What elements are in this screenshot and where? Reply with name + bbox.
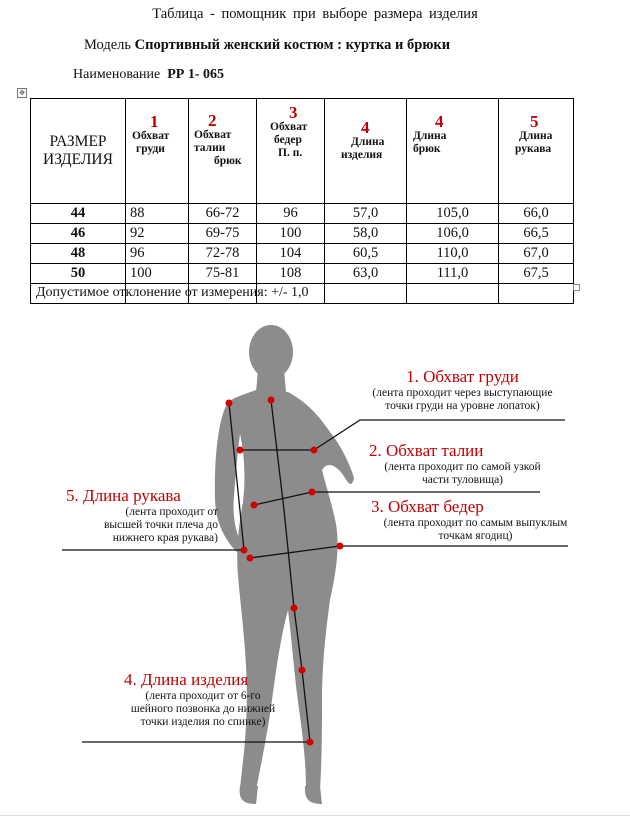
column-label-line: рукава bbox=[515, 143, 552, 155]
column-header-trousers bbox=[407, 99, 499, 204]
column-label-line: бедер bbox=[274, 134, 302, 146]
column-label-line: брюк bbox=[214, 155, 242, 167]
value-cell: 60,5 bbox=[325, 244, 407, 264]
woman-silhouette bbox=[215, 325, 354, 804]
value-cell: 66-72 bbox=[189, 204, 257, 224]
column-label-line: Обхват bbox=[132, 130, 170, 142]
column-header-chest bbox=[126, 99, 189, 204]
annotation-length bbox=[118, 670, 288, 729]
annotation-title: 5. Длина рукава bbox=[66, 486, 181, 505]
hem-point bbox=[307, 739, 314, 746]
column-header-waist bbox=[189, 99, 257, 204]
value-cell: 63,0 bbox=[325, 264, 407, 284]
table-row bbox=[31, 244, 574, 264]
annotation-title: 1. Обхват груди bbox=[406, 367, 519, 386]
value-cell: 75-81 bbox=[189, 264, 257, 284]
column-label-line: изделия bbox=[341, 149, 383, 161]
annotation-sleeve bbox=[58, 486, 218, 545]
annotation-title: 4. Длина изделия bbox=[124, 670, 249, 689]
column-label-line: П. п. bbox=[278, 147, 303, 159]
size-header-line2: ИЗДЕЛИЯ bbox=[43, 151, 113, 168]
value-cell: 100 bbox=[257, 224, 325, 244]
chest-point-right bbox=[311, 447, 318, 454]
value-cell: 96 bbox=[257, 204, 325, 224]
size-cell: 50 bbox=[31, 264, 126, 284]
column-header-length bbox=[325, 99, 407, 204]
model-label: Модель bbox=[84, 37, 132, 53]
empty-cell bbox=[407, 284, 499, 304]
length-point-knee bbox=[299, 667, 306, 674]
value-cell: 96 bbox=[126, 244, 189, 264]
value-cell: 108 bbox=[257, 264, 325, 284]
column-number: 3 bbox=[289, 103, 298, 122]
column-header-sleeve bbox=[499, 99, 574, 204]
empty-cell bbox=[499, 284, 574, 304]
name-value: РР 1- 065 bbox=[167, 67, 224, 82]
value-cell: 104 bbox=[257, 244, 325, 264]
annotation-waist bbox=[365, 441, 560, 487]
model-value: Спортивный женский костюм : куртка и брюки bbox=[134, 37, 451, 53]
empty-cell bbox=[325, 284, 407, 304]
value-cell: 58,0 bbox=[325, 224, 407, 244]
value-cell: 66,5 bbox=[499, 224, 574, 244]
size-header-line1: РАЗМЕР bbox=[49, 133, 107, 150]
column-header-hips bbox=[257, 99, 325, 204]
annotation-desc: высшей точки плеча до bbox=[103, 519, 218, 531]
model-line bbox=[84, 37, 450, 54]
value-cell: 110,0 bbox=[407, 244, 499, 264]
value-cell: 66,0 bbox=[499, 204, 574, 224]
column-label-line: Обхват bbox=[270, 121, 308, 133]
annotation-desc: точкам ягодиц) bbox=[438, 530, 513, 542]
annotation-desc: (лента проходит от bbox=[125, 506, 218, 518]
annotation-chest bbox=[355, 367, 570, 413]
annotation-desc: (лента проходит по самым выпуклым bbox=[383, 517, 568, 529]
value-cell: 111,0 bbox=[407, 264, 499, 284]
name-line bbox=[73, 67, 224, 83]
hips-point-right bbox=[337, 543, 344, 550]
waist-point-right bbox=[309, 489, 316, 496]
size-cell: 46 bbox=[31, 224, 126, 244]
value-cell: 57,0 bbox=[325, 204, 407, 224]
annotation-desc: шейного позвонка до нижней bbox=[130, 703, 276, 715]
page-bottom-edge bbox=[0, 815, 630, 816]
size-cell: 44 bbox=[31, 204, 126, 224]
annotation-desc: (лента проходит от 6-го bbox=[145, 690, 261, 702]
value-cell: 69-75 bbox=[189, 224, 257, 244]
column-label-line: Длина bbox=[519, 130, 553, 142]
annotation-title: 3. Обхват бедер bbox=[371, 497, 484, 516]
value-cell: 106,0 bbox=[407, 224, 499, 244]
column-number: 4 bbox=[361, 118, 370, 137]
annotation-hips bbox=[363, 497, 588, 543]
value-cell: 88 bbox=[126, 204, 189, 224]
column-number: 1 bbox=[150, 112, 159, 131]
value-cell: 92 bbox=[126, 224, 189, 244]
column-label-line: Длина bbox=[351, 136, 385, 148]
annotation-desc: точки изделия по спинке) bbox=[140, 716, 266, 728]
column-number: 5 bbox=[530, 112, 539, 131]
value-cell: 100 bbox=[126, 264, 189, 284]
value-cell: 105,0 bbox=[407, 204, 499, 224]
table-row bbox=[31, 264, 574, 284]
tolerance-note: Допустимое отклонение от измерения: +/- 1,0 bbox=[36, 285, 309, 300]
annotation-desc: нижнего края рукава) bbox=[112, 532, 218, 544]
name-label: Наименование bbox=[73, 67, 161, 82]
waist-point-left bbox=[251, 502, 258, 509]
value-cell: 72-78 bbox=[189, 244, 257, 264]
table-row bbox=[31, 224, 574, 244]
column-label-line: талии bbox=[194, 142, 226, 154]
column-number: 2 bbox=[208, 111, 217, 130]
annotation-desc: (лента проходит через выступающие bbox=[372, 387, 553, 399]
value-cell: 67,0 bbox=[499, 244, 574, 264]
annotation-desc: точки груди на уровне лопаток) bbox=[385, 400, 540, 412]
value-cell: 67,5 bbox=[499, 264, 574, 284]
size-cell: 48 bbox=[31, 244, 126, 264]
table-header-row bbox=[31, 99, 574, 204]
size-header bbox=[31, 99, 126, 204]
size-table bbox=[30, 98, 574, 304]
annotation-title: 2. Обхват талии bbox=[369, 441, 484, 460]
shoulder-point bbox=[226, 400, 233, 407]
table-resize-handle[interactable] bbox=[573, 284, 580, 291]
column-label-line: Длина bbox=[413, 130, 447, 142]
table-move-handle-icon[interactable]: ✥ bbox=[17, 88, 27, 98]
wrist-point bbox=[241, 547, 248, 554]
annotation-desc: части туловища) bbox=[421, 474, 504, 486]
chest-point-left bbox=[237, 447, 244, 454]
column-number: 4 bbox=[435, 112, 444, 131]
annotation-desc: (лента проходит по самой узкой bbox=[384, 461, 541, 473]
table-row bbox=[31, 204, 574, 224]
column-label-line: груди bbox=[136, 143, 165, 155]
document-title: Таблица - помощник при выборе размера изделия bbox=[152, 6, 478, 22]
column-label-line: Обхват bbox=[194, 129, 232, 141]
neck-point bbox=[268, 397, 275, 404]
hips-point-left bbox=[247, 555, 254, 562]
length-point-thigh bbox=[291, 605, 298, 612]
column-label-line: брюк bbox=[413, 143, 441, 155]
